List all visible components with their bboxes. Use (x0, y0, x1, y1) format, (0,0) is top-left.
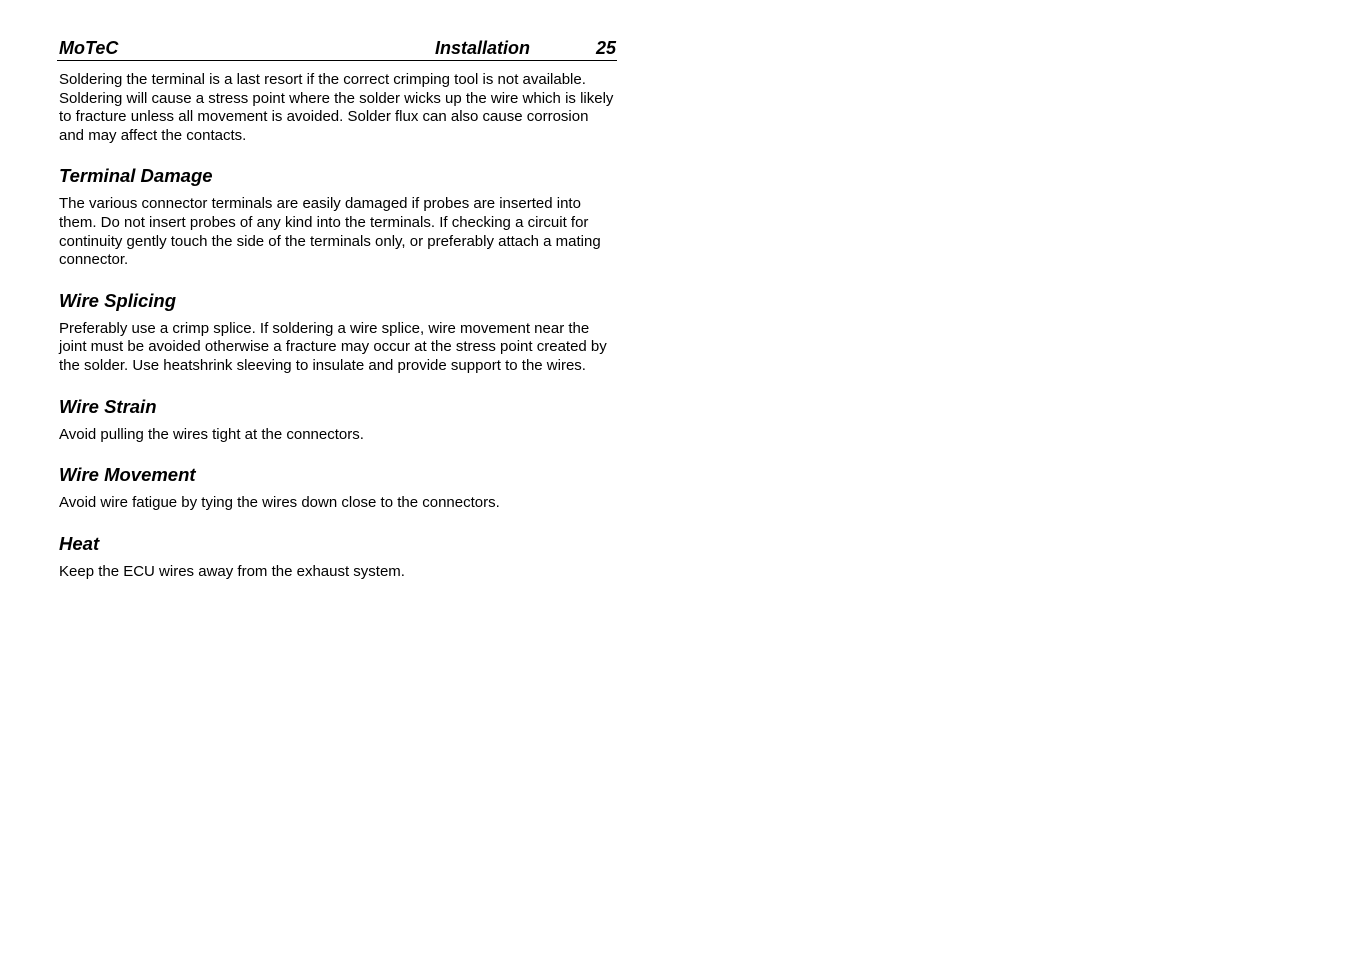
page-header (57, 36, 617, 61)
paragraph-heat: Keep the ECU wires away from the exhaust system. (59, 562, 405, 580)
header-section-title: Installation (435, 38, 531, 58)
page-content (57, 61, 617, 581)
header-brand: MoTeC (59, 38, 119, 58)
heading-heat: Heat (59, 532, 100, 554)
paragraph-wire-splicing: Preferably use a crimp splice. If soldering a wire splice, wire movement near the joint must be avoided otherwise a fracture may occur at the stress point created by the solder. Use heatshrink sleeving to insulate and provide support to the wires. (59, 319, 607, 374)
paragraph-wire-strain: Avoid pulling the wires tight at the connectors. (59, 425, 364, 443)
paragraph-terminal-damage: The various connector terminals are easily damaged if probes are inserted into them. Do not insert probes of any kind into the terminals. If checking a circuit for continuity gently touch the side of the terminals only, or preferably attach a mating connector. (59, 195, 601, 269)
heading-wire-splicing: Wire Splicing (59, 289, 177, 311)
heading-wire-strain: Wire Strain (59, 395, 157, 417)
header-page-number: 25 (595, 38, 616, 58)
heading-terminal-damage: Terminal Damage (59, 165, 213, 187)
paragraph-wire-movement: Avoid wire fatigue by tying the wires down close to the connectors. (59, 494, 500, 512)
document-page (57, 36, 617, 581)
heading-wire-movement: Wire Movement (59, 464, 196, 486)
intro-paragraph: Soldering the terminal is a last resort if the correct crimping tool is not available. Soldering will cause a stress point where the solder wicks up the wire which is likely to fracture unless all movement is avoided. Solder flux can also cause corrosion and may affect the contacts. (59, 71, 614, 144)
